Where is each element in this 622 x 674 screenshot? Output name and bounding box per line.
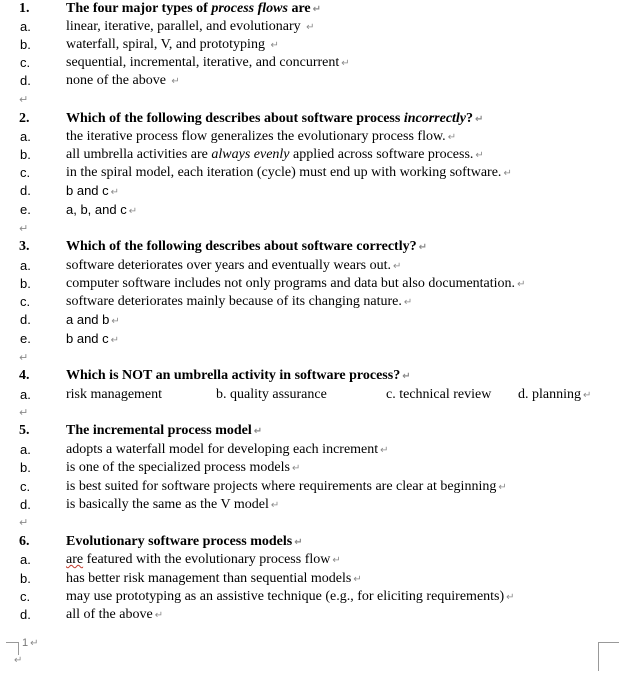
option-text: is basically the same as the V model ↵ [66, 497, 280, 512]
return-mark-icon: ↵ [380, 445, 389, 456]
option-text: software deteriorates over years and eventually wears out. ↵ [66, 258, 402, 273]
return-mark-icon: ↵ [291, 463, 301, 474]
option-text: b. quality assurance [216, 387, 327, 402]
option-text: may use prototyping as an assistive technique (e.g., for eliciting requirements) ↵ [66, 589, 515, 604]
option-text: is one of the specialized process models ↵ [66, 460, 301, 475]
return-mark-icon: ↵ [517, 279, 526, 290]
option-letter: d. [20, 73, 31, 88]
option-text: software deteriorates mainly because of its changing nature. ↵ [66, 294, 413, 309]
question-number: 5. [19, 423, 30, 438]
option-letter: b. [20, 571, 31, 586]
return-mark-icon: ↵ [270, 500, 280, 511]
question-stem: Evolutionary software process models ↵ [66, 534, 303, 549]
return-mark-icon: ↵ [253, 426, 263, 437]
option-letter: e. [20, 202, 31, 217]
option-letter: b. [20, 37, 31, 52]
option-text: in the spiral model, each iteration (cycle) must end up with working software. ↵ [66, 165, 512, 180]
option-letter: e. [20, 331, 31, 346]
option-letter: c. [20, 165, 31, 180]
question-stem: The four major types of process flows are ↵ [66, 1, 322, 16]
question-stem: The incremental process model ↵ [66, 423, 263, 438]
question-number: 3. [19, 239, 30, 254]
option-text: has better risk management than sequential models ↵ [66, 571, 362, 586]
option-letter: c. [20, 589, 31, 604]
option-text: c. technical review [386, 387, 492, 402]
question-stem: Which of the following describes about software process incorrectly? ↵ [66, 111, 484, 126]
option-text: risk management [66, 387, 163, 402]
return-mark-icon: ↵ [111, 316, 120, 327]
return-mark-icon: ↵ [19, 351, 29, 364]
return-mark-icon: ↵ [506, 592, 515, 603]
option-text: linear, iterative, parallel, and evolutionary ↵ [66, 19, 315, 34]
option-letter: b. [20, 147, 31, 162]
option-letter: d. [20, 497, 31, 512]
option-text: a and b ↵ [66, 312, 120, 327]
option-letter: a. [20, 258, 31, 273]
option-letter: a. [20, 387, 31, 402]
return-mark-icon: ↵ [353, 574, 362, 585]
return-mark-icon: ↵ [19, 516, 29, 529]
return-mark-icon: ↵ [475, 150, 484, 161]
question-number: 1. [19, 1, 30, 16]
option-text: b and c ↵ [66, 331, 120, 346]
return-mark-icon: ↵ [154, 610, 164, 621]
return-mark-icon: ↵ [14, 655, 23, 666]
return-mark-icon: ↵ [392, 261, 402, 272]
option-text: is best suited for software projects where requirements are clear at beginning ↵ [66, 479, 507, 494]
return-mark-icon: ↵ [418, 242, 427, 253]
question-stem: Which of the following describes about software correctly? ↵ [66, 239, 427, 254]
spellcheck-flagged-word: are [66, 552, 84, 567]
return-mark-icon: ↵ [128, 206, 138, 217]
return-mark-icon: ↵ [30, 638, 39, 649]
option-letter: a. [20, 552, 31, 567]
question-number: 2. [19, 111, 30, 126]
option-letter: c. [20, 294, 31, 309]
option-letter: b. [20, 460, 31, 475]
return-mark-icon: ↵ [403, 297, 413, 308]
option-text: all umbrella activities are always evenly applied across software process. ↵ [66, 147, 484, 162]
return-mark-icon: ↵ [402, 371, 411, 382]
return-mark-icon: ↵ [110, 187, 120, 198]
option-text: adopts a waterfall model for developing each increment ↵ [66, 442, 389, 457]
return-mark-icon: ↵ [294, 537, 303, 548]
option-letter: d. [20, 607, 31, 622]
option-text: none of the above ↵ [66, 73, 180, 88]
option-letter: a. [20, 19, 31, 34]
page-margin-corner-left [6, 642, 19, 655]
option-text: b and c ↵ [66, 183, 120, 198]
return-mark-icon: ↵ [270, 40, 279, 51]
return-mark-icon: ↵ [19, 93, 29, 106]
option-letter: d. [20, 312, 31, 327]
return-mark-icon: ↵ [475, 114, 484, 125]
question-stem: Which is NOT an umbrella activity in software process? ↵ [66, 368, 411, 383]
option-letter: b. [20, 276, 31, 291]
return-mark-icon: ↵ [171, 76, 180, 87]
option-letter: c. [20, 55, 31, 70]
option-letter: d. [20, 183, 31, 198]
return-mark-icon: ↵ [332, 555, 341, 566]
return-mark-icon: ↵ [447, 132, 457, 143]
return-mark-icon: ↵ [110, 335, 120, 346]
option-letter: a. [20, 442, 31, 457]
return-mark-icon: ↵ [498, 482, 507, 493]
return-mark-icon: ↵ [312, 4, 322, 15]
return-mark-icon: ↵ [19, 222, 29, 235]
option-text: sequential, incremental, iterative, and concurrent ↵ [66, 55, 350, 70]
page-number: 1 ↵ [22, 637, 39, 649]
option-text: all of the above ↵ [66, 607, 164, 622]
option-text: are featured with the evolutionary process flow ↵ [66, 552, 341, 567]
return-mark-icon: ↵ [19, 406, 29, 419]
option-text: computer software includes not only programs and data but also documentation. ↵ [66, 276, 526, 291]
return-mark-icon: ↵ [583, 390, 592, 401]
question-number: 6. [19, 534, 30, 549]
option-text: the iterative process flow generalizes the evolutionary process flow. ↵ [66, 129, 457, 144]
option-letter: c. [20, 479, 31, 494]
return-mark-icon: ↵ [503, 168, 512, 179]
page-margin-corner-right [598, 642, 619, 671]
return-mark-icon: ↵ [306, 22, 315, 33]
return-mark-icon: ↵ [341, 58, 350, 69]
option-text: waterfall, spiral, V, and prototyping ↵ [66, 37, 279, 52]
option-text: a, b, and c ↵ [66, 202, 138, 217]
inline-options-row [0, 386, 622, 404]
option-text: d. planning ↵ [518, 387, 592, 402]
option-letter: a. [20, 129, 31, 144]
question-number: 4. [19, 368, 30, 383]
